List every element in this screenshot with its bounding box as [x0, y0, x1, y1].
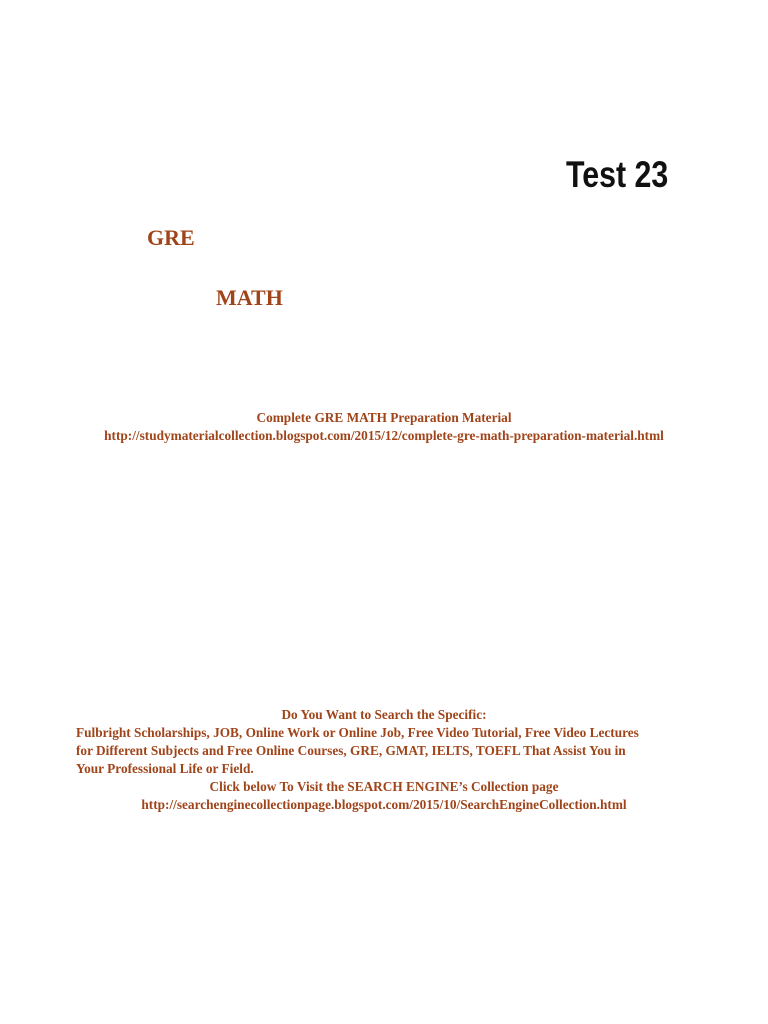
material-section: [0, 409, 768, 445]
search-engine-section: [76, 706, 716, 814]
subject-gre-label: GRE: [147, 225, 195, 250]
search-description-line-1: Fulbright Scholarships, JOB, Online Work or Online Job, Free Video Tutorial, Free Video Lectures: [76, 725, 639, 740]
search-question: Do You Want to Search the Specific:: [281, 707, 487, 722]
search-engine-url-link[interactable]: http://searchenginecollectionpage.blogspot.com/2015/10/SearchEngineCollection.html: [141, 797, 627, 812]
search-description-line-3: Your Professional Life or Field.: [76, 761, 254, 776]
subject-math-label: MATH: [216, 285, 283, 310]
material-heading: Complete GRE MATH Preparation Material: [256, 410, 512, 425]
search-click-instruction: Click below To Visit the SEARCH ENGINE’s Collection page: [209, 779, 559, 794]
test-title: Test 23: [566, 154, 669, 195]
material-url-link[interactable]: http://studymaterialcollection.blogspot.com/2015/12/complete-gre-math-preparation-material.html: [104, 428, 664, 443]
search-description-line-2: for Different Subjects and Free Online Courses, GRE, GMAT, IELTS, TOEFL That Assist You in: [76, 743, 626, 758]
